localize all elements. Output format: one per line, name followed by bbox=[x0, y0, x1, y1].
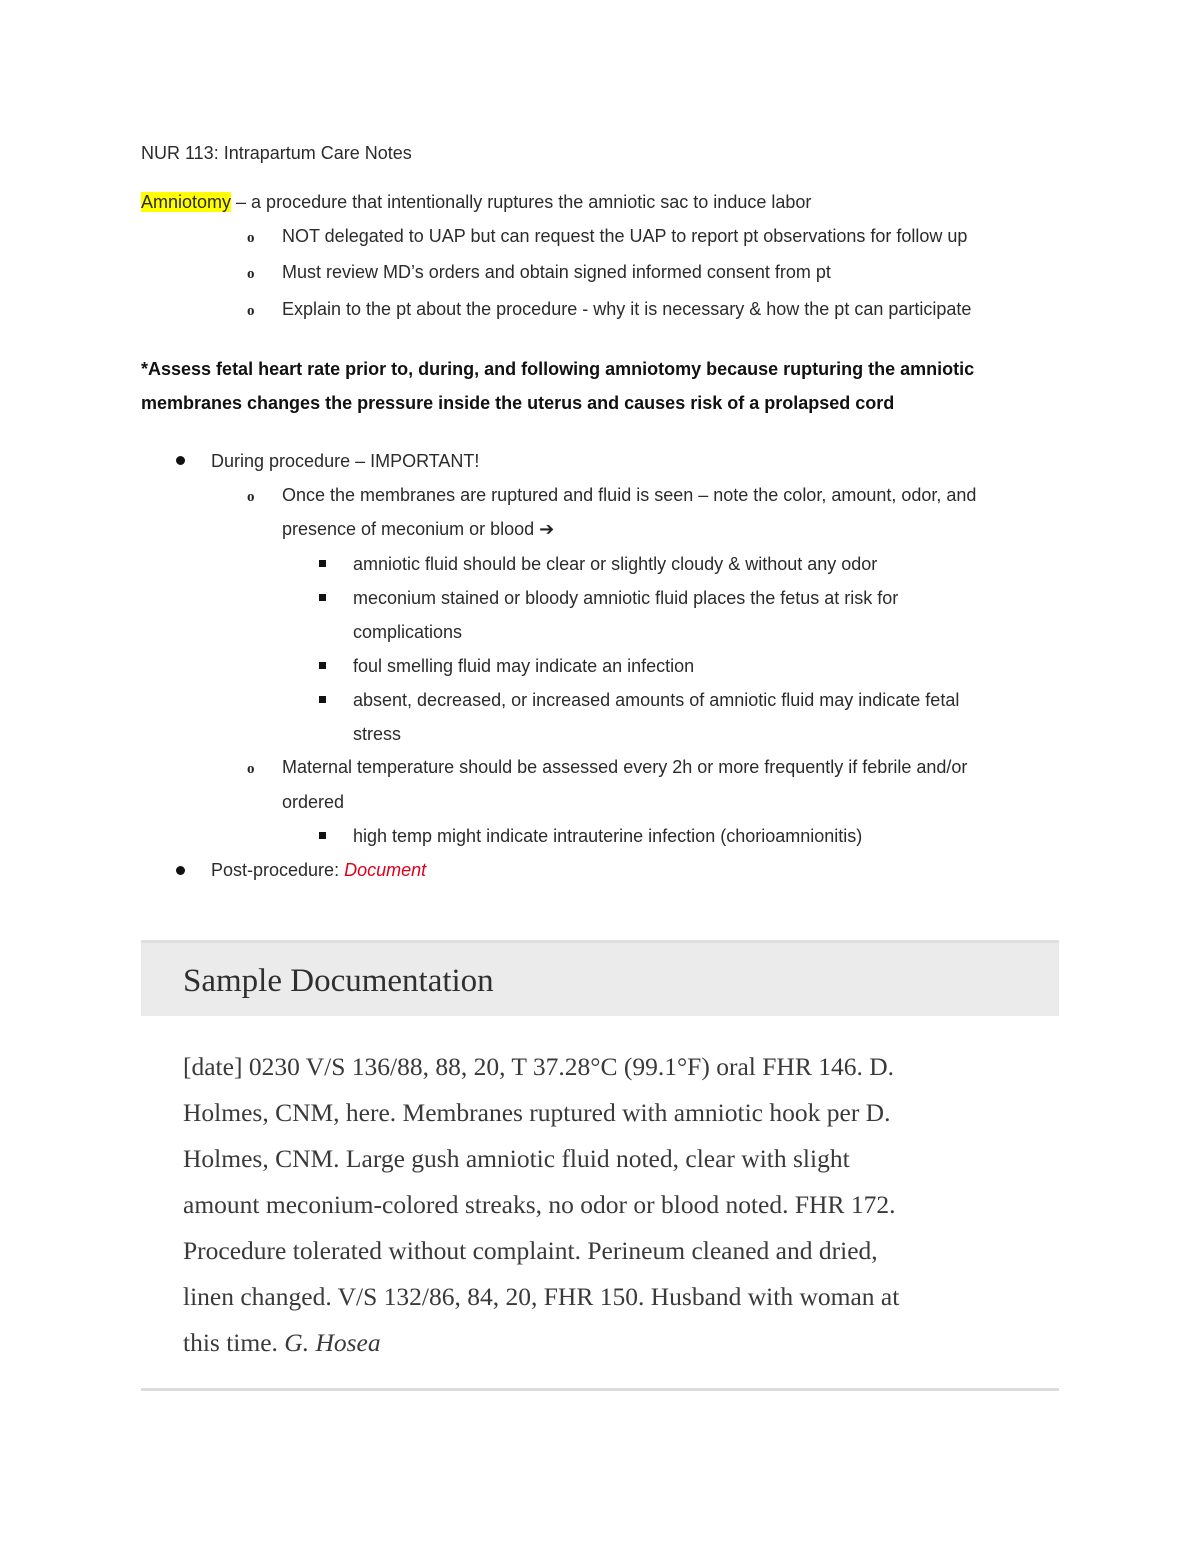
hollow-circle-bullet-icon: o bbox=[247, 303, 255, 319]
post-procedure-action: Document bbox=[344, 860, 427, 880]
square-bullet-icon bbox=[319, 696, 326, 703]
sample-signature: G. Hosea bbox=[284, 1328, 381, 1357]
fluid-subpoint-continued: complications bbox=[353, 622, 463, 642]
sample-text-line: [date] 0230 V/S 136/88, 88, 20, T 37.28°C (99.1°F) oral FHR 146. D. bbox=[183, 1052, 895, 1081]
sample-text-line: linen changed. V/S 132/86, 84, 20, FHR 150. Husband with woman at bbox=[183, 1282, 900, 1311]
intro-point: Explain to the pt about the procedure - why it is necessary & how the pt can participate bbox=[282, 299, 972, 319]
intro-point: Must review MD’s orders and obtain signed informed consent from pt bbox=[282, 262, 831, 282]
warning-line: membranes changes the pressure inside the uterus and causes risk of a prolapsed cord bbox=[141, 393, 895, 413]
sample-text-last-line bbox=[183, 1328, 381, 1358]
sample-documentation-header bbox=[141, 940, 1059, 1016]
sample-text-line: Procedure tolerated without complaint. Perineum cleaned and dried, bbox=[183, 1236, 878, 1265]
intro-point: NOT delegated to UAP but can request the UAP to report pt observations for follow up bbox=[282, 226, 968, 246]
temperature-point-continued: ordered bbox=[282, 792, 345, 812]
membranes-point-continued bbox=[282, 518, 554, 540]
bottom-divider bbox=[141, 1388, 1059, 1391]
square-bullet-icon bbox=[319, 594, 326, 601]
hollow-circle-bullet-icon: o bbox=[247, 266, 255, 282]
hollow-circle-bullet-icon: o bbox=[247, 489, 255, 505]
membranes-point-text: presence of meconium or blood bbox=[282, 519, 535, 539]
post-procedure-label: Post-procedure: bbox=[211, 860, 345, 880]
fluid-subpoint: foul smelling fluid may indicate an infection bbox=[353, 656, 695, 676]
square-bullet-icon bbox=[319, 662, 326, 669]
temperature-point: Maternal temperature should be assessed every 2h or more frequently if febrile and/or bbox=[282, 757, 968, 777]
filled-disc-bullet-icon bbox=[176, 456, 185, 465]
fluid-subpoint-continued: stress bbox=[353, 724, 402, 744]
sample-text-line: Holmes, CNM. Large gush amniotic fluid noted, clear with slight bbox=[183, 1144, 850, 1173]
document-title: NUR 113: Intrapartum Care Notes bbox=[141, 143, 412, 163]
right-arrow-icon: ➔ bbox=[539, 519, 555, 539]
sample-documentation-heading: Sample Documentation bbox=[183, 963, 494, 999]
sample-text-line: this time. bbox=[183, 1328, 285, 1357]
amniotomy-definition-text: – a procedure that intentionally ruptures the amniotic sac to induce labor bbox=[231, 192, 812, 212]
hollow-circle-bullet-icon: o bbox=[247, 230, 255, 246]
warning-line: *Assess fetal heart rate prior to, during, and following amniotomy because rupturing the amniotic bbox=[141, 359, 975, 379]
sample-text-line: Holmes, CNM, here. Membranes ruptured with amniotic hook per D. bbox=[183, 1098, 891, 1127]
amniotomy-definition bbox=[141, 191, 811, 213]
hollow-circle-bullet-icon: o bbox=[247, 761, 255, 777]
square-bullet-icon bbox=[319, 560, 326, 567]
fluid-subpoint: meconium stained or bloody amniotic fluid places the fetus at risk for bbox=[353, 588, 899, 608]
fluid-subpoint: amniotic fluid should be clear or slightly cloudy & without any odor bbox=[353, 554, 878, 574]
fluid-subpoint: absent, decreased, or increased amounts of amniotic fluid may indicate fetal bbox=[353, 690, 960, 710]
post-procedure-item bbox=[211, 859, 426, 881]
during-procedure-label: During procedure – IMPORTANT! bbox=[211, 451, 480, 471]
temperature-subpoint: high temp might indicate intrauterine infection (chorioamnionitis) bbox=[353, 826, 863, 846]
filled-disc-bullet-icon bbox=[176, 866, 185, 875]
square-bullet-icon bbox=[319, 832, 326, 839]
sample-text-line: amount meconium-colored streaks, no odor or blood noted. FHR 172. bbox=[183, 1190, 896, 1219]
membranes-point: Once the membranes are ruptured and fluid is seen – note the color, amount, odor, and bbox=[282, 485, 977, 505]
amniotomy-term-highlight: Amniotomy bbox=[141, 192, 232, 212]
